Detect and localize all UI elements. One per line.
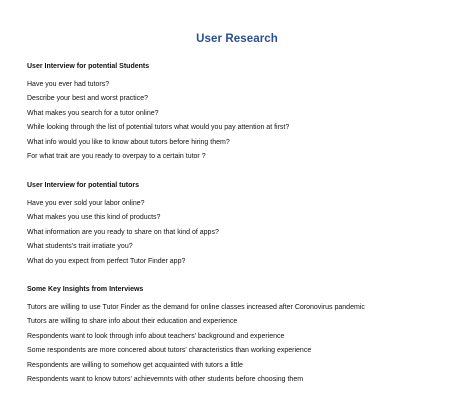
section-key-insights — [27, 285, 467, 384]
list-item: For what trait are you ready to overpay to a certain tutor ? — [27, 153, 206, 161]
list-item: Respondents want to know tutors' achievemnts with other students before choosing them — [27, 376, 304, 384]
list-item: What information are you ready to share on that kind of apps? — [27, 228, 219, 236]
list-item: What makes you use this kind of products? — [27, 214, 161, 222]
page-title: User Research — [196, 33, 278, 45]
list-item: What makes you search for a tutor online? — [27, 109, 159, 117]
section-heading: User Interview for potential Students — [27, 63, 150, 70]
section-heading: Some Key Insights from Interviews — [27, 286, 144, 293]
list-item: Describe your best and worst practice? — [27, 95, 148, 103]
list-item: While looking through the list of potential tutors what would you pay attention at first? — [27, 124, 290, 132]
list-item: Respondents are willing to somehow get acquainted with tutors a little — [27, 361, 243, 369]
list-item: Have you ever sold your labor online? — [27, 199, 145, 207]
question-list — [27, 80, 467, 162]
list-item: What do you expect from perfect Tutor Finder app? — [27, 257, 186, 265]
list-item: What students's trait irratiate you? — [27, 243, 133, 251]
list-item: Have you ever had tutors? — [27, 80, 110, 88]
section-heading: User Interview for potential tutors — [27, 182, 140, 189]
list-item: Respondents want to look through info about teachers' background and experience — [27, 332, 285, 340]
insight-list — [27, 303, 467, 385]
list-item: Tutors are willing to share info about their education and experience — [27, 318, 238, 326]
section-tutor-interview — [27, 181, 467, 266]
list-item: What info would you like to know about tutors before hiring them? — [27, 138, 230, 146]
question-list — [27, 199, 467, 266]
list-item: Tutors are willing to use Tutor Finder as the demand for online classes increased after Coronovirus pandemic — [27, 303, 365, 311]
section-student-interview — [27, 62, 467, 161]
list-item: Some respondents are more concered about tutors' characteristics than working experience — [27, 347, 312, 355]
